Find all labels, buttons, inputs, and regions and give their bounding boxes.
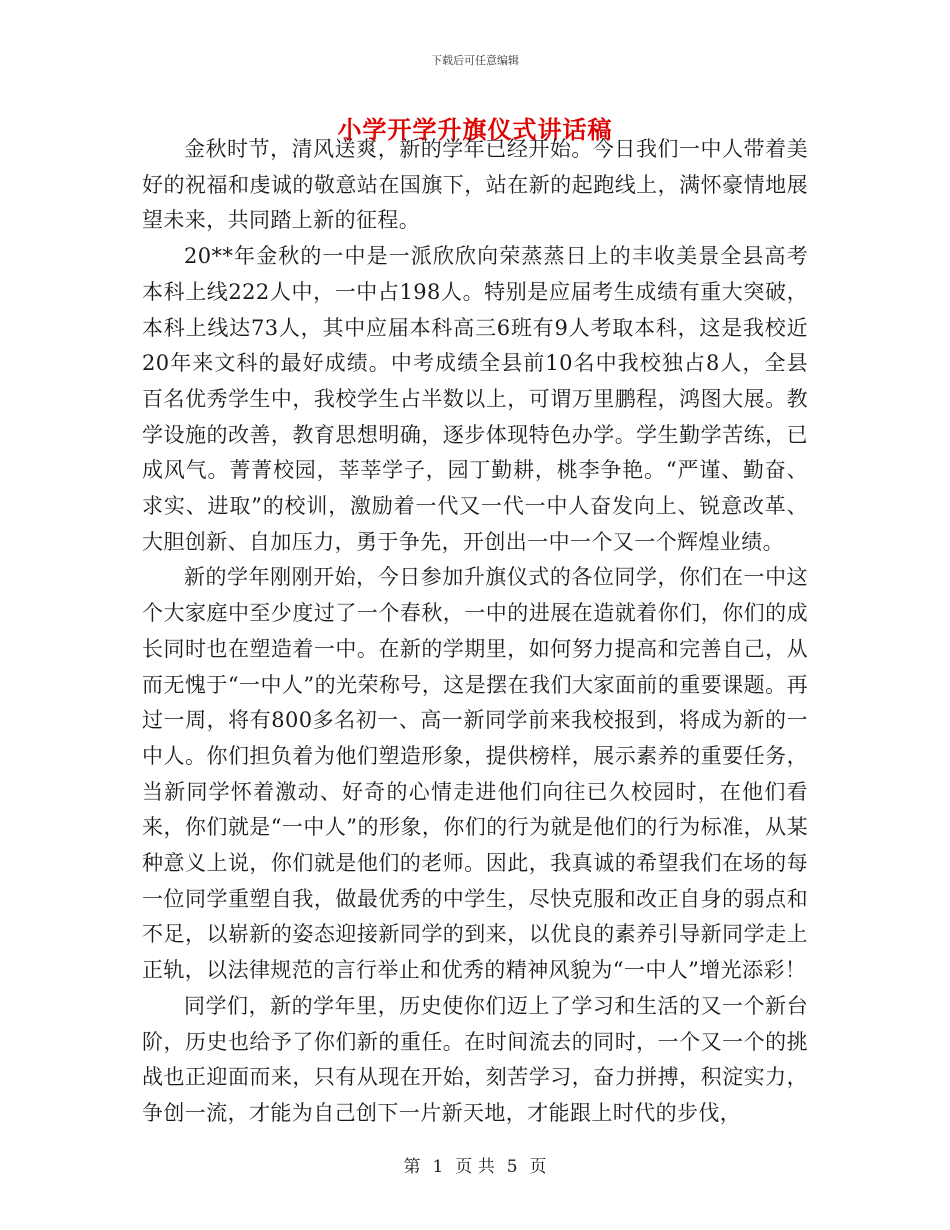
footer-mid: 页 共 [455,1157,495,1177]
page-number: 1 [432,1157,444,1177]
paragraph-1: 金秋时节，清风送爽，新的学年已经开始。今日我们一中人带着美好的祝福和虔诚的敬意站在国旗下，站在新的起跑线上，满怀豪情地展望未来，共同踏上新的征程。 [142,137,808,233]
document-title: 小学开学升旗仪式讲话稿 [337,116,613,144]
paragraph-4: 同学们，新的学年里，历史使你们迈上了学习和生活的又一个新台阶，历史也给予了你们新的重任。在时间流去的同时，一个又一个的挑战也正迎面而来，只有从现在开始，刻苦学习，奋力拼搏，积淀实力，争创一流，才能为自己创下一片新天地，才能跟上时代的步伐， [142,993,808,1125]
page-total: 5 [506,1157,518,1177]
document-body [142,132,808,1132]
page-footer [0,1152,950,1177]
paragraph-2: 20**年金秋的一中是一派欣欣向荣蒸蒸日上的丰收美景全县高考本科上线222人中，一中占198人。特别是应届考生成绩有重大突破，本科上线达73人，其中应届本科高三6班有9人考取本科，这是我校近20年来文科的最好成绩。中考成绩全县前10名中我校独占8人，全县百名优秀学生中，我校学生占半数以上，可谓万里鹏程，鸿图大展。教学设施的改善，教育思想明确，逐步体现特色办学。学生勤学苦练，已成风气。菁菁校园，莘莘学子，园丁勤耕，桃李争艳。“严谨、勤奋、求实、进取”的校训，激励着一代又一代一中人奋发向上、锐意改革、大胆创新、自加压力，勇于争先，开创出一中一个又一个辉煌业绩。 [142,244,808,554]
header-note: 下载后可任意编辑 [431,54,519,67]
footer-prefix: 第 [403,1157,421,1177]
paragraph-3: 新的学年刚刚开始，今日参加升旗仪式的各位同学，你们在一中这个大家庭中至少度过了一个春秋，一中的进展在造就着你们，你们的成长同时也在塑造着一中。在新的学期里，如何努力提高和完善自己，从而无愧于“一中人”的光荣称号，这是摆在我们大家面前的重要课题。再过一周，将有800多名初一、高一新同学前来我校报到，将成为新的一中人。你们担负着为他们塑造形象，提供榜样，展示素养的重要任务，当新同学怀着激动、好奇的心情走进他们向往已久校园时，在他们看来，你们就是“一中人”的形象，你们的行为就是他们的行为标准，从某种意义上说，你们就是他们的老师。因此，我真诚的希望我们在场的每一位同学重塑自我，做最优秀的中学生，尽快克服和改正自身的弱点和不足，以崭新的姿态迎接新同学的到来，以优良的素养引导新同学走上正轨，以法律规范的言行举止和优秀的精神风貌为“一中人”增光添彩！ [142,565,808,983]
footer-suffix: 页 [529,1157,547,1177]
